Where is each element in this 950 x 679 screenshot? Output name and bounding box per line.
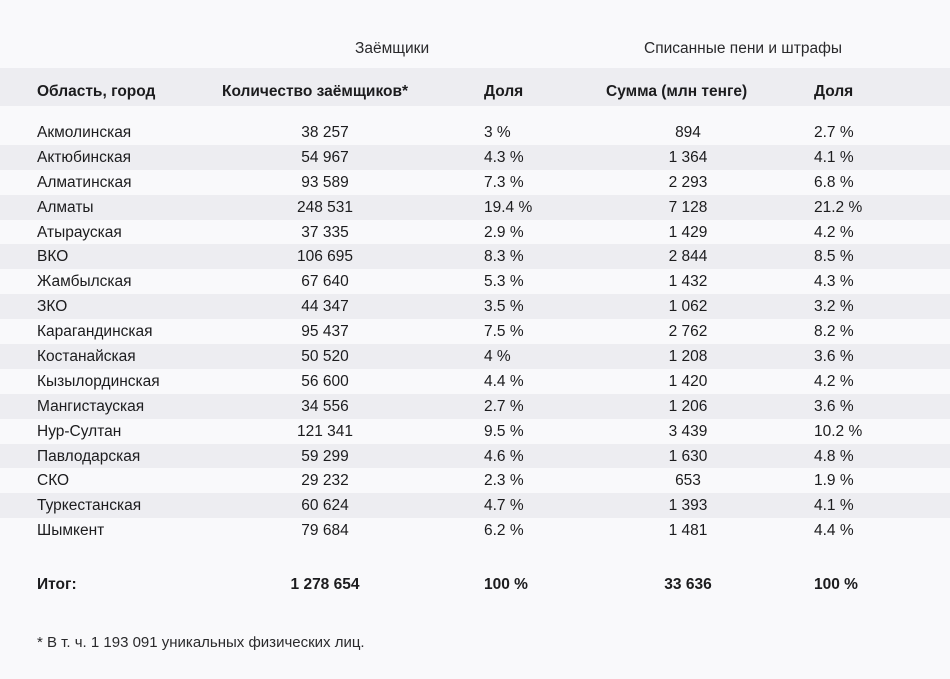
borrower-share-cell: 2.3 %	[484, 472, 524, 490]
table-row	[0, 419, 950, 444]
sum-cell: 1 420	[668, 372, 708, 390]
sum-cell: 1 393	[668, 497, 708, 515]
header-share-borrowers: Доля	[484, 83, 524, 100]
region-cell: Алматы	[37, 198, 94, 216]
borrower-share-cell: 4.3 %	[484, 148, 524, 166]
header-sum: Сумма (млн тенге)	[606, 83, 748, 100]
table-row	[0, 220, 950, 245]
sum-share-cell: 4.1 %	[814, 148, 854, 166]
sum-share-cell: 21.2 %	[814, 198, 863, 216]
borrower-count-cell: 38 257	[301, 124, 349, 141]
table-row	[0, 120, 950, 145]
borrower-count-cell: 50 520	[301, 348, 349, 366]
borrower-share-cell: 7.3 %	[484, 173, 524, 191]
table-row	[0, 294, 950, 319]
borrower-count-cell: 34 556	[301, 397, 349, 415]
region-cell: Алматинская	[37, 173, 132, 191]
table-body	[0, 120, 950, 543]
sum-share-cell: 8.2 %	[814, 323, 854, 341]
region-cell: ЗКО	[37, 298, 68, 316]
borrower-count-cell: 37 335	[301, 223, 349, 241]
sum-share-cell: 2.7 %	[814, 124, 854, 141]
borrower-share-cell: 4.6 %	[484, 447, 524, 465]
sum-share-cell: 8.5 %	[814, 248, 854, 266]
sum-cell: 1 429	[668, 223, 708, 241]
region-cell: Нур-Султан	[37, 422, 122, 440]
borrower-count-cell: 67 640	[301, 273, 349, 291]
sum-cell: 1 481	[668, 522, 708, 540]
table-row	[0, 145, 950, 170]
table-row	[0, 319, 950, 344]
region-cell: Карагандинская	[37, 323, 153, 341]
region-cell: Атырауская	[37, 223, 122, 241]
total-share-sum: 100 %	[814, 576, 858, 593]
borrower-share-cell: 3 %	[484, 124, 511, 141]
region-cell: Актюбинская	[37, 148, 131, 166]
region-cell: Мангистауская	[37, 397, 145, 415]
sum-cell: 2 293	[668, 173, 708, 191]
group-header-written-off: Списанные пени и штрафы	[644, 40, 842, 57]
borrower-count-cell: 248 531	[296, 198, 354, 216]
total-label: Итог:	[37, 576, 77, 593]
sum-cell: 1 208	[668, 348, 708, 366]
region-cell: Кызылординская	[37, 372, 160, 390]
borrower-share-cell: 3.5 %	[484, 298, 524, 316]
sum-cell: 2 844	[668, 248, 708, 266]
sum-cell: 1 432	[668, 273, 708, 291]
borrower-count-cell: 79 684	[301, 522, 349, 540]
sum-share-cell: 10.2 %	[814, 422, 863, 440]
total-count: 1 278 654	[290, 576, 360, 593]
table-row	[0, 369, 950, 394]
borrower-share-cell: 2.9 %	[484, 223, 524, 241]
borrower-count-cell: 54 967	[301, 148, 349, 166]
sum-cell: 7 128	[668, 198, 708, 216]
borrower-share-cell: 19.4 %	[484, 198, 533, 216]
sum-share-cell: 3.2 %	[814, 298, 854, 316]
table-row	[0, 394, 950, 419]
table-row	[0, 468, 950, 493]
total-row	[0, 569, 950, 603]
total-sum: 33 636	[664, 576, 712, 593]
sum-share-cell: 4.8 %	[814, 447, 854, 465]
header-region: Область, город	[37, 83, 156, 100]
region-cell: СКО	[37, 472, 70, 490]
region-cell: ВКО	[37, 248, 69, 266]
borrower-share-cell: 5.3 %	[484, 273, 524, 291]
borrower-count-cell: 56 600	[301, 372, 349, 390]
sum-share-cell: 6.8 %	[814, 173, 854, 191]
borrower-share-cell: 9.5 %	[484, 422, 524, 440]
region-cell: Жамбылская	[37, 273, 132, 291]
sum-share-cell: 1.9 %	[814, 472, 854, 490]
sum-share-cell: 4.2 %	[814, 372, 854, 390]
borrower-count-cell: 59 299	[301, 447, 349, 465]
borrower-count-cell: 106 695	[296, 248, 354, 266]
sum-cell: 3 439	[668, 422, 708, 440]
table-row	[0, 244, 950, 269]
borrower-count-cell: 29 232	[301, 472, 349, 490]
borrower-share-cell: 6.2 %	[484, 522, 524, 540]
table-row	[0, 269, 950, 294]
table-row	[0, 170, 950, 195]
region-cell: Костанайская	[37, 348, 136, 366]
table-row	[0, 444, 950, 469]
total-share-borrowers: 100 %	[484, 576, 528, 593]
borrower-count-cell: 121 341	[296, 422, 354, 440]
sum-cell: 1 062	[668, 298, 708, 316]
sum-share-cell: 4.4 %	[814, 522, 854, 540]
borrower-count-cell: 93 589	[301, 173, 349, 191]
sum-cell: 894	[675, 124, 701, 141]
group-header-borrowers: Заёмщики	[355, 40, 430, 57]
table-row	[0, 344, 950, 369]
sum-share-cell: 4.3 %	[814, 273, 854, 291]
table-row	[0, 195, 950, 220]
borrower-count-cell: 95 437	[301, 323, 349, 341]
borrower-share-cell: 4 %	[484, 348, 511, 366]
sum-share-cell: 4.2 %	[814, 223, 854, 241]
table-row	[0, 518, 950, 543]
region-cell: Павлодарская	[37, 447, 141, 465]
borrower-share-cell: 7.5 %	[484, 323, 524, 341]
sum-share-cell: 3.6 %	[814, 348, 854, 366]
region-cell: Шымкент	[37, 522, 105, 540]
table-row	[0, 493, 950, 518]
header-share-sum: Доля	[814, 83, 854, 100]
footnote: * В т. ч. 1 193 091 уникальных физических лиц.	[37, 634, 365, 651]
sum-cell: 1 206	[668, 397, 708, 415]
borrower-share-cell: 4.7 %	[484, 497, 524, 515]
borrower-share-cell: 8.3 %	[484, 248, 524, 266]
borrower-share-cell: 4.4 %	[484, 372, 524, 390]
sum-cell: 1 630	[668, 447, 708, 465]
borrower-count-cell: 44 347	[301, 298, 349, 316]
region-cell: Акмолинская	[37, 124, 132, 141]
region-cell: Туркестанская	[37, 497, 142, 515]
sum-cell: 2 762	[668, 323, 708, 341]
sum-share-cell: 3.6 %	[814, 397, 854, 415]
sum-cell: 1 364	[668, 148, 708, 166]
header-borrower-count: Количество заёмщиков*	[222, 83, 409, 100]
sum-cell: 653	[675, 472, 701, 490]
borrower-share-cell: 2.7 %	[484, 397, 524, 415]
borrower-count-cell: 60 624	[301, 497, 349, 515]
sum-share-cell: 4.1 %	[814, 497, 854, 515]
